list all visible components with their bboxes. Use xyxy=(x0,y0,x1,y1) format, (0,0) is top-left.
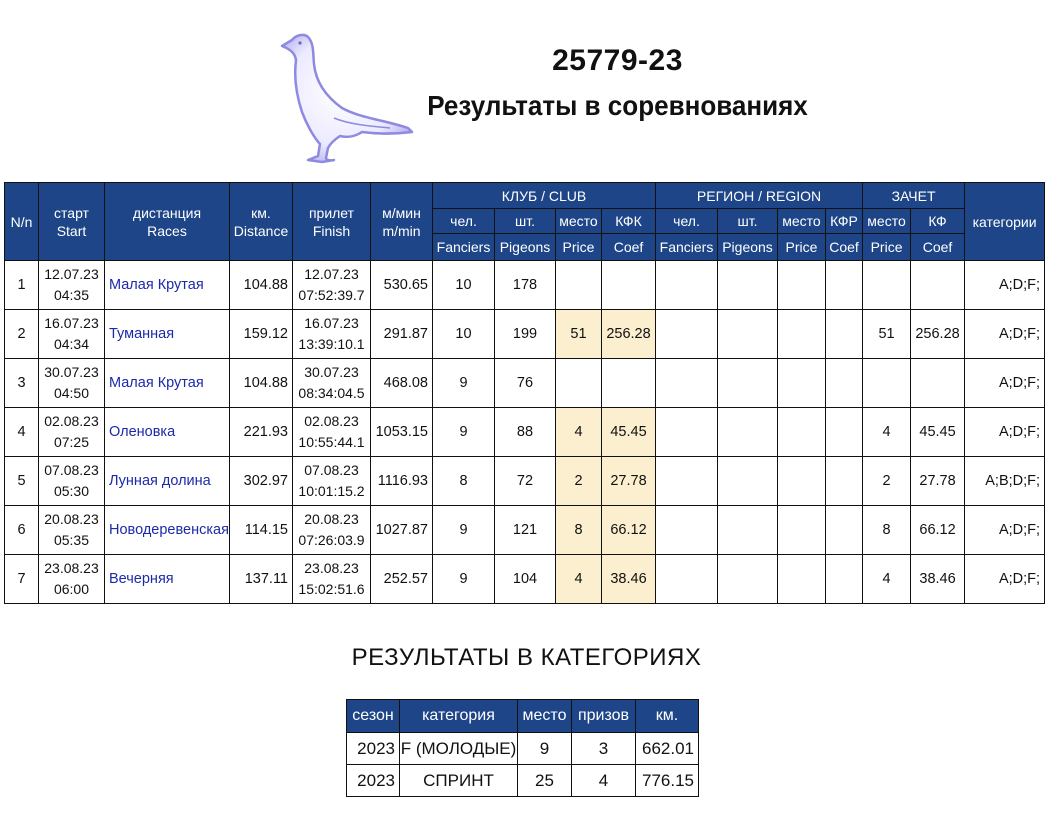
region-coef xyxy=(826,310,863,359)
start-datetime: 02.08.23 07:25 xyxy=(39,408,105,457)
club-fanciers: 10 xyxy=(433,310,495,359)
header-club-place-en: Price xyxy=(556,234,602,261)
header-zachet-coef-en: Coef xyxy=(911,234,965,261)
distance-km: 114.15 xyxy=(230,506,293,555)
zachet-coef: 256.28 xyxy=(911,310,965,359)
header-categories: категории xyxy=(965,183,1045,261)
header-region-coef-en: Coef xyxy=(826,234,863,261)
club-coef xyxy=(602,261,656,310)
finish-datetime: 07.08.23 10:01:15.2 xyxy=(293,457,371,506)
row-number: 6 xyxy=(5,506,39,555)
club-fanciers: 8 xyxy=(433,457,495,506)
header-club-pigeons-en: Pigeons xyxy=(495,234,556,261)
region-fanciers xyxy=(656,555,718,604)
row-number: 3 xyxy=(5,359,39,408)
table-row xyxy=(5,261,1045,310)
club-pigeons: 76 xyxy=(495,359,556,408)
club-place: 51 xyxy=(556,310,602,359)
header-start: старт Start xyxy=(39,183,105,261)
cat-season: 2023 xyxy=(347,765,400,797)
header-club-coef-en: Coef xyxy=(602,234,656,261)
row-number: 1 xyxy=(5,261,39,310)
zachet-coef: 45.45 xyxy=(911,408,965,457)
club-pigeons: 178 xyxy=(495,261,556,310)
table-row xyxy=(5,310,1045,359)
club-fanciers: 9 xyxy=(433,555,495,604)
zachet-coef: 27.78 xyxy=(911,457,965,506)
zachet-coef: 66.12 xyxy=(911,506,965,555)
race-link[interactable]: Лунная долина xyxy=(105,457,230,506)
header-region-coef: КФР xyxy=(826,209,863,234)
finish-datetime: 16.07.23 13:39:10.1 xyxy=(293,310,371,359)
header-club-coef: КФК xyxy=(602,209,656,234)
start-datetime: 23.08.23 06:00 xyxy=(39,555,105,604)
header-finish: прилет Finish xyxy=(293,183,371,261)
zachet-place: 4 xyxy=(863,555,911,604)
club-place: 4 xyxy=(556,408,602,457)
region-pigeons xyxy=(718,359,778,408)
zachet-coef: 38.46 xyxy=(911,555,965,604)
start-datetime: 07.08.23 05:30 xyxy=(39,457,105,506)
finish-datetime: 12.07.23 07:52:39.7 xyxy=(293,261,371,310)
row-categories: A;D;F; xyxy=(965,408,1045,457)
region-pigeons xyxy=(718,506,778,555)
speed: 252.57 xyxy=(371,555,433,604)
distance-km: 104.88 xyxy=(230,261,293,310)
club-fanciers: 9 xyxy=(433,408,495,457)
header-region-pigeons: шт. xyxy=(718,209,778,234)
header-club-group: КЛУБ / CLUB xyxy=(433,183,656,209)
table-row xyxy=(5,555,1045,604)
region-place xyxy=(778,555,826,604)
page-title: Результаты в соревнованиях xyxy=(427,90,808,121)
distance-km: 159.12 xyxy=(230,310,293,359)
region-fanciers xyxy=(656,359,718,408)
region-coef xyxy=(826,555,863,604)
row-categories: A;B;D;F; xyxy=(965,457,1045,506)
club-pigeons: 121 xyxy=(495,506,556,555)
row-categories: A;D;F; xyxy=(965,555,1045,604)
region-fanciers xyxy=(656,506,718,555)
distance-km: 104.88 xyxy=(230,359,293,408)
cat-header-category: категория xyxy=(400,700,518,733)
region-place xyxy=(778,310,826,359)
region-pigeons xyxy=(718,261,778,310)
row-number: 2 xyxy=(5,310,39,359)
zachet-place xyxy=(863,359,911,408)
club-coef: 45.45 xyxy=(602,408,656,457)
region-pigeons xyxy=(718,555,778,604)
cat-place: 25 xyxy=(518,765,572,797)
header-club-pigeons: шт. xyxy=(495,209,556,234)
row-number: 5 xyxy=(5,457,39,506)
club-fanciers: 9 xyxy=(433,506,495,555)
zachet-place: 2 xyxy=(863,457,911,506)
region-fanciers xyxy=(656,457,718,506)
header-region-place: место xyxy=(778,209,826,234)
pigeon-icon xyxy=(278,32,414,164)
cat-category: СПРИНТ xyxy=(400,765,518,797)
category-row xyxy=(347,733,699,765)
region-place xyxy=(778,457,826,506)
zachet-place xyxy=(863,261,911,310)
header-region-pigeons-en: Pigeons xyxy=(718,234,778,261)
header-zachet-place-en: Price xyxy=(863,234,911,261)
speed: 291.87 xyxy=(371,310,433,359)
categories-table xyxy=(346,699,699,797)
cat-category: F (МОЛОДЫЕ) xyxy=(400,733,518,765)
race-link[interactable]: Малая Крутая xyxy=(105,261,230,310)
start-datetime: 30.07.23 04:50 xyxy=(39,359,105,408)
start-datetime: 16.07.23 04:34 xyxy=(39,310,105,359)
cat-header-km: км. xyxy=(636,700,699,733)
speed: 1116.93 xyxy=(371,457,433,506)
header-zachet-place: место xyxy=(863,209,911,234)
table-row xyxy=(5,408,1045,457)
ring-number: 25779-23 xyxy=(552,44,683,77)
zachet-coef xyxy=(911,359,965,408)
header-club-fanciers: чел. xyxy=(433,209,495,234)
region-place xyxy=(778,261,826,310)
speed: 1053.15 xyxy=(371,408,433,457)
club-fanciers: 9 xyxy=(433,359,495,408)
header-region-fanciers: чел. xyxy=(656,209,718,234)
race-link[interactable]: Оленовка xyxy=(105,408,230,457)
header-region-place-en: Price xyxy=(778,234,826,261)
cat-header-place: место xyxy=(518,700,572,733)
club-coef: 256.28 xyxy=(602,310,656,359)
table-row xyxy=(5,506,1045,555)
header-n: N/n xyxy=(5,183,39,261)
club-coef xyxy=(602,359,656,408)
header-region-fanciers-en: Fanciers xyxy=(656,234,718,261)
header-distance: км. Distance xyxy=(230,183,293,261)
region-coef xyxy=(826,261,863,310)
row-categories: A;D;F; xyxy=(965,261,1045,310)
club-coef: 66.12 xyxy=(602,506,656,555)
region-pigeons xyxy=(718,457,778,506)
zachet-coef xyxy=(911,261,965,310)
header-club-place: место xyxy=(556,209,602,234)
cat-km: 776.15 xyxy=(636,765,699,797)
finish-datetime: 23.08.23 15:02:51.6 xyxy=(293,555,371,604)
header-club-fanciers-en: Fanciers xyxy=(433,234,495,261)
region-coef xyxy=(826,506,863,555)
race-link[interactable]: Вечерняя xyxy=(105,555,230,604)
header-races: дистанция Races xyxy=(105,183,230,261)
start-datetime: 12.07.23 04:35 xyxy=(39,261,105,310)
club-pigeons: 199 xyxy=(495,310,556,359)
race-link[interactable]: Малая Крутая xyxy=(105,359,230,408)
speed: 468.08 xyxy=(371,359,433,408)
speed: 1027.87 xyxy=(371,506,433,555)
zachet-place: 51 xyxy=(863,310,911,359)
zachet-place: 8 xyxy=(863,506,911,555)
region-place xyxy=(778,506,826,555)
cat-season: 2023 xyxy=(347,733,400,765)
finish-datetime: 20.08.23 07:26:03.9 xyxy=(293,506,371,555)
region-place xyxy=(778,408,826,457)
distance-km: 137.11 xyxy=(230,555,293,604)
club-place xyxy=(556,359,602,408)
club-place: 4 xyxy=(556,555,602,604)
categories-title: РЕЗУЛЬТАТЫ В КАТЕГОРИЯХ xyxy=(351,644,702,671)
region-coef xyxy=(826,457,863,506)
header-zachet-group: ЗАЧЕТ xyxy=(863,183,965,209)
region-coef xyxy=(826,359,863,408)
region-pigeons xyxy=(718,310,778,359)
club-place: 8 xyxy=(556,506,602,555)
category-row xyxy=(347,765,699,797)
club-place xyxy=(556,261,602,310)
speed: 530.65 xyxy=(371,261,433,310)
race-link[interactable]: Туманная xyxy=(105,310,230,359)
cat-header-prizes: призов xyxy=(572,700,636,733)
club-fanciers: 10 xyxy=(433,261,495,310)
cat-header-season: сезон xyxy=(347,700,400,733)
results-table xyxy=(4,182,1045,604)
region-coef xyxy=(826,408,863,457)
club-pigeons: 72 xyxy=(495,457,556,506)
region-fanciers xyxy=(656,310,718,359)
region-pigeons xyxy=(718,408,778,457)
club-coef: 38.46 xyxy=(602,555,656,604)
region-place xyxy=(778,359,826,408)
club-place: 2 xyxy=(556,457,602,506)
region-fanciers xyxy=(656,261,718,310)
race-link[interactable]: Новодеревенская xyxy=(105,506,230,555)
region-fanciers xyxy=(656,408,718,457)
header-zachet-coef: КФ xyxy=(911,209,965,234)
header-region-group: РЕГИОН / REGION xyxy=(656,183,863,209)
cat-prizes: 3 xyxy=(572,733,636,765)
row-categories: A;D;F; xyxy=(965,310,1045,359)
club-pigeons: 88 xyxy=(495,408,556,457)
distance-km: 221.93 xyxy=(230,408,293,457)
distance-km: 302.97 xyxy=(230,457,293,506)
table-row xyxy=(5,359,1045,408)
row-number: 4 xyxy=(5,408,39,457)
header-speed: м/мин m/min xyxy=(371,183,433,261)
start-datetime: 20.08.23 05:35 xyxy=(39,506,105,555)
club-coef: 27.78 xyxy=(602,457,656,506)
row-categories: A;D;F; xyxy=(965,506,1045,555)
zachet-place: 4 xyxy=(863,408,911,457)
finish-datetime: 30.07.23 08:34:04.5 xyxy=(293,359,371,408)
finish-datetime: 02.08.23 10:55:44.1 xyxy=(293,408,371,457)
cat-km: 662.01 xyxy=(636,733,699,765)
row-number: 7 xyxy=(5,555,39,604)
club-pigeons: 104 xyxy=(495,555,556,604)
table-row xyxy=(5,457,1045,506)
cat-prizes: 4 xyxy=(572,765,636,797)
row-categories: A;D;F; xyxy=(965,359,1045,408)
cat-place: 9 xyxy=(518,733,572,765)
